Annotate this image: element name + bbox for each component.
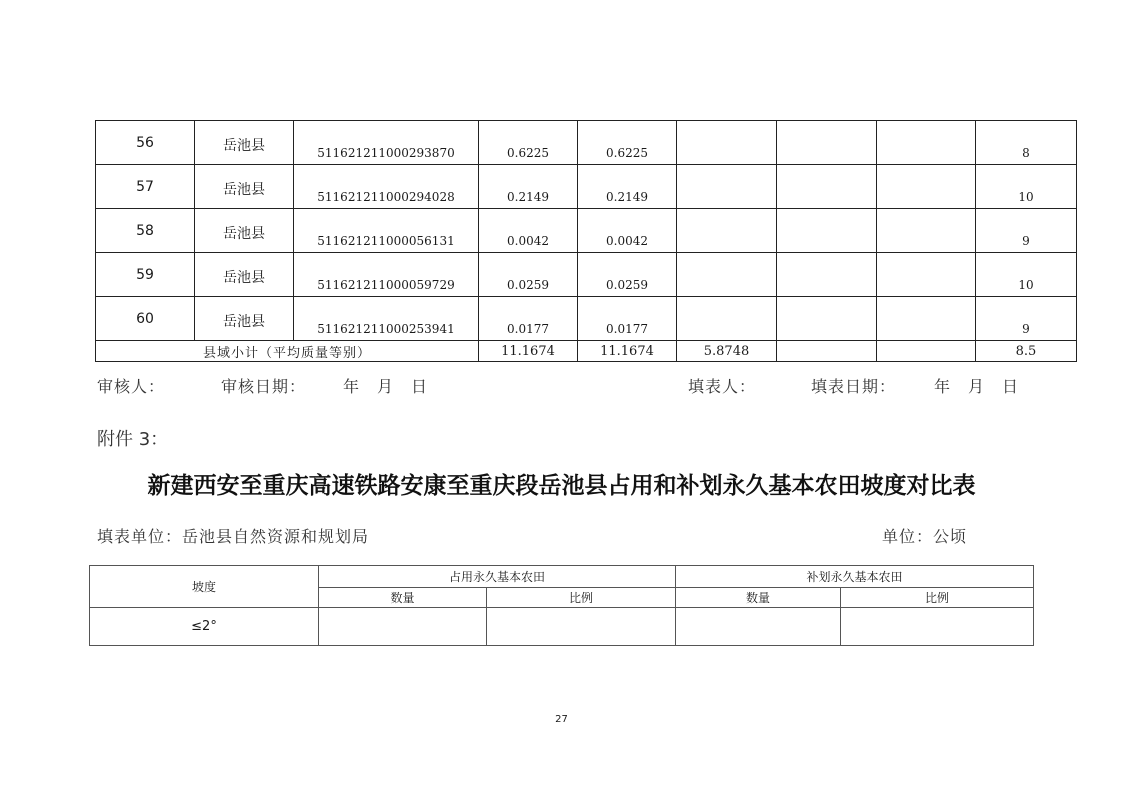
attachment-label: 附件 3：	[97, 429, 169, 450]
county-name: 岳池县	[223, 270, 265, 286]
subtotal-e	[877, 341, 976, 362]
county-name: 岳池县	[223, 182, 265, 198]
subtotal-a: 11.1674	[479, 341, 578, 362]
quality-grade: 8	[1022, 146, 1030, 160]
value-b: 0.0042	[606, 234, 648, 248]
page-number: 27	[555, 714, 568, 725]
occupied-quantity-cell	[319, 608, 487, 646]
farmland-quality-table	[95, 120, 1077, 362]
subtotal-d	[777, 341, 877, 362]
table-row	[96, 209, 1077, 253]
quality-grade: 9	[1022, 234, 1030, 248]
occupied-ratio-cell	[487, 608, 676, 646]
review-date-label: 审核日期：	[221, 377, 307, 396]
parcel-code: 511621211000253941	[317, 322, 455, 336]
supplemented-ratio-header: 比例	[841, 588, 1034, 608]
occupied-ratio-header: 比例	[487, 588, 676, 608]
table-row	[96, 121, 1077, 165]
value-b: 0.6225	[606, 146, 648, 160]
filling-unit: 填表单位：岳池县自然资源和规划局	[97, 527, 370, 546]
document-title: 新建西安至重庆高速铁路安康至重庆段岳池县占用和补划永久基本农田坡度对比表	[147, 472, 976, 499]
subtotal-c: 5.8748	[677, 341, 777, 362]
occupied-farmland-header: 占用永久基本农田	[319, 566, 676, 588]
county-name: 岳池县	[223, 226, 265, 242]
county-name: 岳池县	[223, 314, 265, 330]
fill-date-ymd: 年 月 日	[934, 377, 1020, 396]
fill-date-label: 填表日期：	[811, 377, 897, 396]
value-a: 0.0259	[507, 278, 549, 292]
value-a: 0.6225	[507, 146, 549, 160]
measurement-unit: 单位：公顷	[882, 527, 968, 546]
value-a: 0.0042	[507, 234, 549, 248]
parcel-code: 511621211000293870	[317, 146, 455, 160]
supplemented-ratio-cell	[841, 608, 1034, 646]
filler-label: 填表人：	[688, 377, 757, 396]
row-number: 59	[136, 267, 154, 283]
parcel-code: 511621211000294028	[317, 190, 455, 204]
subtotal-label: 县域小计（平均质量等别）	[96, 341, 479, 362]
reviewer-label: 审核人：	[97, 377, 166, 396]
slope-comparison-table	[89, 565, 1034, 646]
slope-header: 坡度	[90, 566, 319, 608]
value-a: 0.2149	[507, 190, 549, 204]
quality-grade: 10	[1018, 190, 1034, 204]
occupied-quantity-header: 数量	[319, 588, 487, 608]
row-number: 60	[136, 311, 154, 327]
row-number: 57	[136, 179, 154, 195]
row-number: 58	[136, 223, 154, 239]
row-number: 56	[136, 135, 154, 151]
table-row	[96, 253, 1077, 297]
table-row	[96, 297, 1077, 341]
quality-grade: 10	[1018, 278, 1034, 292]
review-date-ymd: 年 月 日	[343, 377, 429, 396]
quality-grade: 9	[1022, 322, 1030, 336]
county-name: 岳池县	[223, 138, 265, 154]
value-b: 0.0259	[606, 278, 648, 292]
parcel-code: 511621211000056131	[317, 234, 455, 248]
subtotal-b: 11.1674	[578, 341, 677, 362]
subtotal-row	[96, 341, 1077, 362]
parcel-code: 511621211000059729	[317, 278, 455, 292]
value-a: 0.0177	[507, 322, 549, 336]
table-row	[96, 165, 1077, 209]
slope-value-cell: ≤2°	[90, 608, 319, 646]
supplemented-farmland-header: 补划永久基本农田	[676, 566, 1034, 588]
subtotal-grade: 8.5	[976, 341, 1077, 362]
value-b: 0.2149	[606, 190, 648, 204]
supplemented-quantity-cell	[676, 608, 841, 646]
value-b: 0.0177	[606, 322, 648, 336]
supplemented-quantity-header: 数量	[676, 588, 841, 608]
